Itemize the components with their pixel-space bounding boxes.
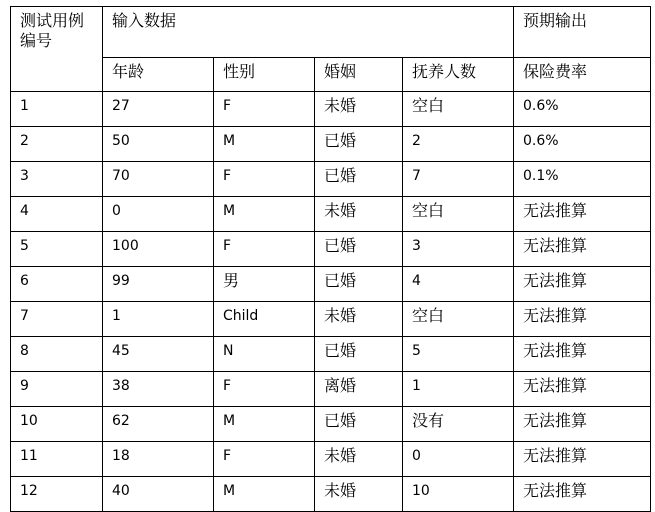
- cell-premium-rate: 无法推算: [514, 197, 651, 232]
- cell-marital-status: 未婚: [315, 92, 403, 127]
- header-dependents: 抚养人数: [403, 58, 514, 92]
- cell-gender: M: [214, 127, 315, 162]
- cell-case-id: 4: [11, 197, 103, 232]
- cell-gender: F: [214, 372, 315, 407]
- test-case-table: [10, 6, 651, 512]
- cell-marital-status: 未婚: [315, 477, 403, 512]
- cell-case-id: 2: [11, 127, 103, 162]
- cell-case-id: 10: [11, 407, 103, 442]
- table-row: [11, 302, 651, 337]
- cell-case-id: 3: [11, 162, 103, 197]
- cell-gender: F: [214, 162, 315, 197]
- cell-marital-status: 已婚: [315, 232, 403, 267]
- cell-age: 18: [103, 442, 214, 477]
- cell-marital-status: 未婚: [315, 302, 403, 337]
- header-gender: 性别: [214, 58, 315, 92]
- header-input-data: 输入数据: [103, 7, 514, 58]
- cell-premium-rate: 无法推算: [514, 267, 651, 302]
- table-row: [11, 477, 651, 512]
- cell-gender: N: [214, 337, 315, 372]
- cell-case-id: 5: [11, 232, 103, 267]
- cell-dependents: 7: [403, 162, 514, 197]
- cell-marital-status: 已婚: [315, 162, 403, 197]
- cell-age: 45: [103, 337, 214, 372]
- cell-marital-status: 已婚: [315, 407, 403, 442]
- cell-case-id: 7: [11, 302, 103, 337]
- cell-dependents: 2: [403, 127, 514, 162]
- header-row-groups: [11, 7, 651, 58]
- cell-premium-rate: 无法推算: [514, 442, 651, 477]
- header-expected-output: 预期输出: [514, 7, 651, 58]
- table-row: [11, 267, 651, 302]
- cell-case-id: 12: [11, 477, 103, 512]
- header-premium-rate: 保险费率: [514, 58, 651, 92]
- cell-premium-rate: 无法推算: [514, 232, 651, 267]
- table-row: [11, 442, 651, 477]
- cell-age: 0: [103, 197, 214, 232]
- cell-case-id: 6: [11, 267, 103, 302]
- cell-age: 99: [103, 267, 214, 302]
- cell-marital-status: 未婚: [315, 197, 403, 232]
- cell-marital-status: 已婚: [315, 127, 403, 162]
- cell-marital-status: 离婚: [315, 372, 403, 407]
- cell-dependents: 空白: [403, 197, 514, 232]
- cell-gender: F: [214, 442, 315, 477]
- cell-dependents: 没有: [403, 407, 514, 442]
- cell-dependents: 0: [403, 442, 514, 477]
- cell-premium-rate: 0.1%: [514, 162, 651, 197]
- cell-dependents: 空白: [403, 92, 514, 127]
- cell-premium-rate: 0.6%: [514, 92, 651, 127]
- cell-dependents: 1: [403, 372, 514, 407]
- cell-case-id: 8: [11, 337, 103, 372]
- cell-dependents: 10: [403, 477, 514, 512]
- header-marital-status: 婚姻: [315, 58, 403, 92]
- cell-age: 100: [103, 232, 214, 267]
- cell-marital-status: 未婚: [315, 442, 403, 477]
- cell-case-id: 1: [11, 92, 103, 127]
- table-row: [11, 232, 651, 267]
- cell-age: 62: [103, 407, 214, 442]
- cell-dependents: 空白: [403, 302, 514, 337]
- cell-gender: M: [214, 477, 315, 512]
- cell-dependents: 3: [403, 232, 514, 267]
- table-row: [11, 162, 651, 197]
- table-row: [11, 197, 651, 232]
- table-row: [11, 92, 651, 127]
- cell-premium-rate: 0.6%: [514, 127, 651, 162]
- cell-gender: F: [214, 232, 315, 267]
- cell-case-id: 11: [11, 442, 103, 477]
- cell-premium-rate: 无法推算: [514, 477, 651, 512]
- cell-age: 27: [103, 92, 214, 127]
- cell-dependents: 4: [403, 267, 514, 302]
- cell-gender: F: [214, 92, 315, 127]
- cell-case-id: 9: [11, 372, 103, 407]
- cell-age: 70: [103, 162, 214, 197]
- cell-dependents: 5: [403, 337, 514, 372]
- table-row: [11, 337, 651, 372]
- cell-gender: M: [214, 407, 315, 442]
- cell-age: 38: [103, 372, 214, 407]
- header-row-columns: [11, 58, 651, 92]
- cell-gender: M: [214, 197, 315, 232]
- table-row: [11, 407, 651, 442]
- cell-premium-rate: 无法推算: [514, 372, 651, 407]
- table-body: [11, 7, 651, 512]
- table-row: [11, 372, 651, 407]
- cell-marital-status: 已婚: [315, 267, 403, 302]
- cell-premium-rate: 无法推算: [514, 407, 651, 442]
- cell-premium-rate: 无法推算: [514, 337, 651, 372]
- cell-age: 40: [103, 477, 214, 512]
- table-row: [11, 127, 651, 162]
- cell-gender: Child: [214, 302, 315, 337]
- cell-age: 50: [103, 127, 214, 162]
- cell-premium-rate: 无法推算: [514, 302, 651, 337]
- header-case-id: 测试用例编号: [11, 7, 103, 92]
- header-age: 年龄: [103, 58, 214, 92]
- cell-gender: 男: [214, 267, 315, 302]
- cell-age: 1: [103, 302, 214, 337]
- cell-marital-status: 已婚: [315, 337, 403, 372]
